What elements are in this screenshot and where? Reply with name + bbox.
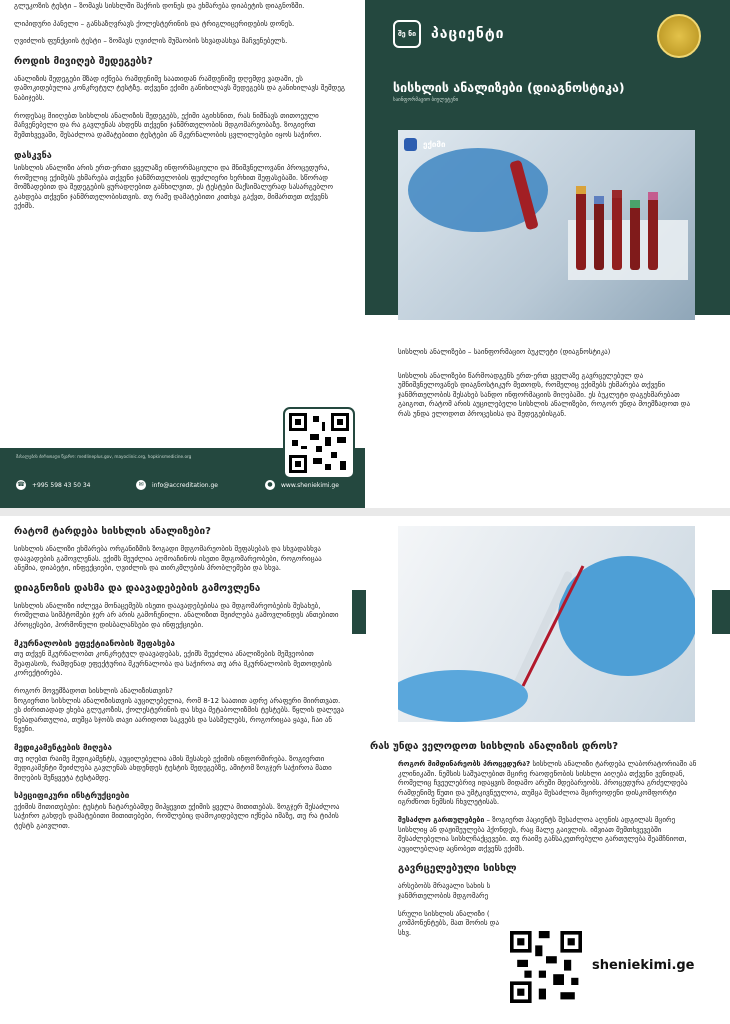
accent-tab-right — [712, 590, 730, 634]
left-column-top — [14, 2, 346, 220]
complications-label: შესაძლო გართულებები — [398, 815, 485, 824]
brand-name: პაციენტი — [431, 26, 505, 42]
footer-email[interactable] — [136, 480, 218, 490]
accent-tab-left — [352, 590, 366, 634]
left-column-bottom — [14, 522, 346, 840]
qr-code-icon — [510, 931, 582, 1003]
brand-logo-text: შე ნი — [397, 29, 417, 38]
results-heading: როდის მივიღებ შედეგებს? — [14, 55, 153, 67]
prep-question: როგორ მოვემზადოთ სისხლის ანალიზისთვის? — [14, 686, 173, 695]
common-paragraph-1: არსებობს მრავალი სახის ს ჯანმრთელობის მდგომარე — [398, 882, 491, 900]
complications-text: – ზოგიერთ პაციენტს შესაძლოა აღენის ადგილას მცირე სისხლიყ ან დაჟიშეულება ჰქონდეს, რაც მალე გაივლის. იშვიათ შემთხვევებში შესაძლებელია სისხლჩაქცევები. თუ რაიმე განსაკუთრებული გართულება შეამჩნიოთ, აუცილებლად აცნობეთ თქვენს ექიმს. — [398, 815, 687, 853]
intro-item-3: ღვიძლის ფუნქციის ტესტი – ზომავს ღვიძლის მუშაობის სხვადასხვა მაჩვენებელს. — [14, 37, 288, 46]
common-paragraph-2: სრული სისხლის ანალიზი ( კომპონენტებს, მათ შორის და სხვ. — [398, 909, 500, 937]
results-paragraph-2: როდესაც მიიღებთ სისხლის ანალიზის შედეგებს, ექიმი აგიხსნით, რას ნიშნავს თითოეული მაჩვენებელი და რა გავლენას ახდენს თქვენი ჯანმრთელობის მდგომარეობაზე. ზოგიერთ შემთხვევაში, შესაძლოა დამატებითი ტესტები ან მკურნალობის ცვლილებები იყოს საჭირო. — [14, 111, 322, 139]
phone-number: +995 598 43 50 34 — [32, 481, 91, 489]
qr-code-bottom[interactable] — [510, 931, 582, 1003]
brand-logo — [393, 20, 505, 48]
location-pin-icon: ● — [265, 480, 275, 490]
bulletin-line: სისხლის ანალიზები – საინფორმაციო ბუკლეტი (დიაგნოსტიკა) — [398, 348, 611, 356]
mail-icon: ✉ — [136, 480, 146, 490]
lab-photo — [398, 130, 695, 320]
booklet-page-bottom — [0, 516, 730, 1024]
qr-site-label[interactable]: sheniekimi.ge — [592, 958, 695, 973]
accreditation-seal-icon — [657, 14, 701, 58]
diagnosis-paragraph: სისხლის ანალიზი იძლევა მონაცემებს ისეთი დაავადებებისა და მდგომარეობების შესახებ, რომელთა სიმპტომები ჯერ არ არის გამოჩენილი. ანალიზით შეიძლება გამოვლინდეს ანთებითი პროცესები, ჰორმონული დისბალანსები და ინფექციები. — [14, 601, 339, 629]
qr-code-icon — [289, 413, 349, 473]
common-heading: გავრცელებული სისხლ — [398, 863, 517, 875]
pipette-photo — [398, 526, 695, 722]
intro-item-2: ლიპიდური პანელი – განსაზღვრავს ქოლესტერინის და ტრიგლიცერიდების დონეს. — [14, 19, 295, 28]
special-paragraph: ექიმის მითითებები: ტესტის ჩატარებამდე მიჰყევით ექიმის ყველა მითითებას. ზოგჯერ შესაძლოა საჭირო გახდეს დამატებითი მითითებები, რომლებიც დამოკიდებული იქნება იმაზე, თუ რა ტიპის ტესტს გაივლით. — [14, 802, 340, 831]
footer-sources: მასალების ძირითადი წყარო: medlineplus.gov, mayoclinic.org, hopkinsmedicine.org — [16, 454, 192, 459]
complications-paragraph — [370, 816, 700, 854]
procedure-label: როგორ მიმდინარეობს პროცედურა? — [398, 760, 531, 768]
brand-logo-icon — [393, 20, 421, 48]
intro-item-1: გლუკოზის ტესტი – ზომავს სისხლში შაქრის დონეს და ეხმარება დიაბეტის დიაგნოზში. — [14, 2, 305, 10]
procedure-paragraph — [370, 760, 700, 808]
cover-title: სისხლის ანალიზები (დიაგნოსტიკა) — [393, 80, 625, 95]
booklet-page-top — [0, 0, 730, 508]
procedure-text: სისხლის ანალიზი ტარდება ლაბორატორიაში ან კლინიკაში. ნემსის საშუალებით მცირე რაოდენობის სისხლი აიღება თქვენი ვენიდან, რომელიც ჩვეულებრივ იდაყვის მიდამო არეში მდებარეობს. პროცედურა გრძელდება რამდენიმე წუთი და უმტკივნეულოა, თუმცა შესაძლოა მცირეოდენი დისკომფორტი იგრძნოთ ნემსის ჩხვლეტისას. — [398, 760, 697, 807]
medication-heading: მედიკამენტების მიღება — [14, 742, 112, 752]
photo-brand-text: ექიმი — [423, 140, 446, 149]
footer-phone[interactable] — [16, 480, 90, 490]
phone-icon: ☎ — [17, 481, 25, 488]
email-address: info@accreditation.ge — [152, 481, 218, 489]
why-paragraph: სისხლის ანალიზი ეხმარება ორგანიზმის ზოგადი მდგომარეობის შეფასებას და სხვადასხვა დაავადების გამოვლენას. ექიმს შეუძლია აღმოაჩინოს ისეთი მდგომარეობები, როგორიცაა ანემია, დიაბეტი, ინფექციები, ღვიძლის და თირკმლების პრობლემები და სხვა. — [14, 545, 322, 573]
why-heading: რატომ ტარდება სისხლის ანალიზები? — [14, 526, 211, 537]
treatment-heading: მკურნალობის ეფექტიანობის შეფასება — [14, 638, 175, 648]
pipette-illustration — [398, 526, 695, 722]
results-paragraph-1: ანალიზის შედეგები შზად იქნება რამდენიმე საათიდან რამდენიმე დღემდე ვადაში, ეს დამოკიდებულია კონკრეტულ ტესტზე. თქვენი ექიმი განიხილავს შედეგებს და განიხილავს შემდეგ ნაბიჯებს. — [14, 74, 345, 102]
prep-paragraph: ზოგიერთი სისხლის ანალიზისთვის აუცილებელია, რომ 8-12 საათით ადრე არაფერი მიირთვათ. ეს ძირითადად ეხება გლუკოზის, ქოლესტერინის და სხვა მეტაბოლიზმის ტესტებს. წყლის დალევა ნებადართულია, თუმცა სჯობს თავი აარიდოთ საკვებს და სასმელებს, როგორიცაა ყავა, ჩაი ან წვენი. — [14, 696, 344, 734]
website-url: www.sheniekimi.ge — [281, 481, 339, 489]
right-column-bottom — [370, 732, 700, 946]
expect-heading: რას უნდა ველოდოთ სისხლის ანალიზის დროს? — [370, 741, 619, 752]
blood-tubes-illustration — [398, 130, 695, 320]
treatment-paragraph: თუ თქვენ მკურნალობთ კონკრეტულ დაავადებას, ექიმს შეუძლია ანალიზების მეშვეობით შეაფასოს, რამდენად ეფექტურია მკურნალობა და საჭიროა თუ არა მკურნალობის მეთოდების კორექტირება. — [14, 650, 332, 678]
special-heading: სპეციფიკური ინსტრუქციები — [14, 791, 130, 801]
conclusion-paragraph: სისხლის ანალიზი არის ერთ-ერთი ყველაზე ინფორმაციული და მნიშვნელოვანი პროცედურა, რომელიც ექიმებს ეხმარება თქვენი ჯანმრთელობის ფუძლიერი ხერხით შეფასებაში. სწორად მომზადებით და შედეგების ყურადღებით განხილვით, ეს ტესტები მაქსიმალურად სასარგებლო გახდება თქვენი ჯანმრთელობისთვის. თუ რამე დამატებითი კითხვა გაქვთ, მიმართეთ თქვენს ექიმს. — [14, 163, 333, 211]
medication-paragraph: თუ იღებთ რაიმე მედიკამენტს, აუცილებელია ამის შესახებ ექიმის ინფორმირება. ზოგიერთი მედიკამენტი შეიძლება გავლენას ახდენდეს ტესტის შედეგებზე, ამიტომ ზოგჯერ საჭიროა მათი მიღების შეწყვეტა ტესტამდე. — [14, 754, 332, 782]
cover-subtitle: საინფორმაციო ბიულეტენი — [393, 97, 459, 103]
footer-website[interactable] — [265, 480, 339, 490]
qr-code-top[interactable] — [283, 407, 355, 479]
conclusion-heading: დასკვნა — [14, 151, 52, 162]
bulletin-paragraph: სისხლის ანალიზები წარმოადგენს ერთ-ერთ ყველაზე გავრცელებულ და უმნიშვნელოვანეს დიაგნოსტიკურ მეთოდს, რომელიც ექიმებს ეხმარება თქვენი ჯანმრთელობის შესახებ სანდო ინფორმაციის მიღებაში. ეს ბუკლეტი დაგეხმარებათ გაიგოთ, რატომ არის აუცილებელი სისხლის ანალიზები, როგორ უნდა მოემზადოთ და რას უნდა ელოდოთ პროცესისა და შედეგებისგან. — [398, 371, 691, 418]
diagnosis-heading: დიაგნოზის დასმა და დაავადებების გამოვლენა — [14, 582, 261, 594]
right-column-top — [398, 348, 698, 428]
